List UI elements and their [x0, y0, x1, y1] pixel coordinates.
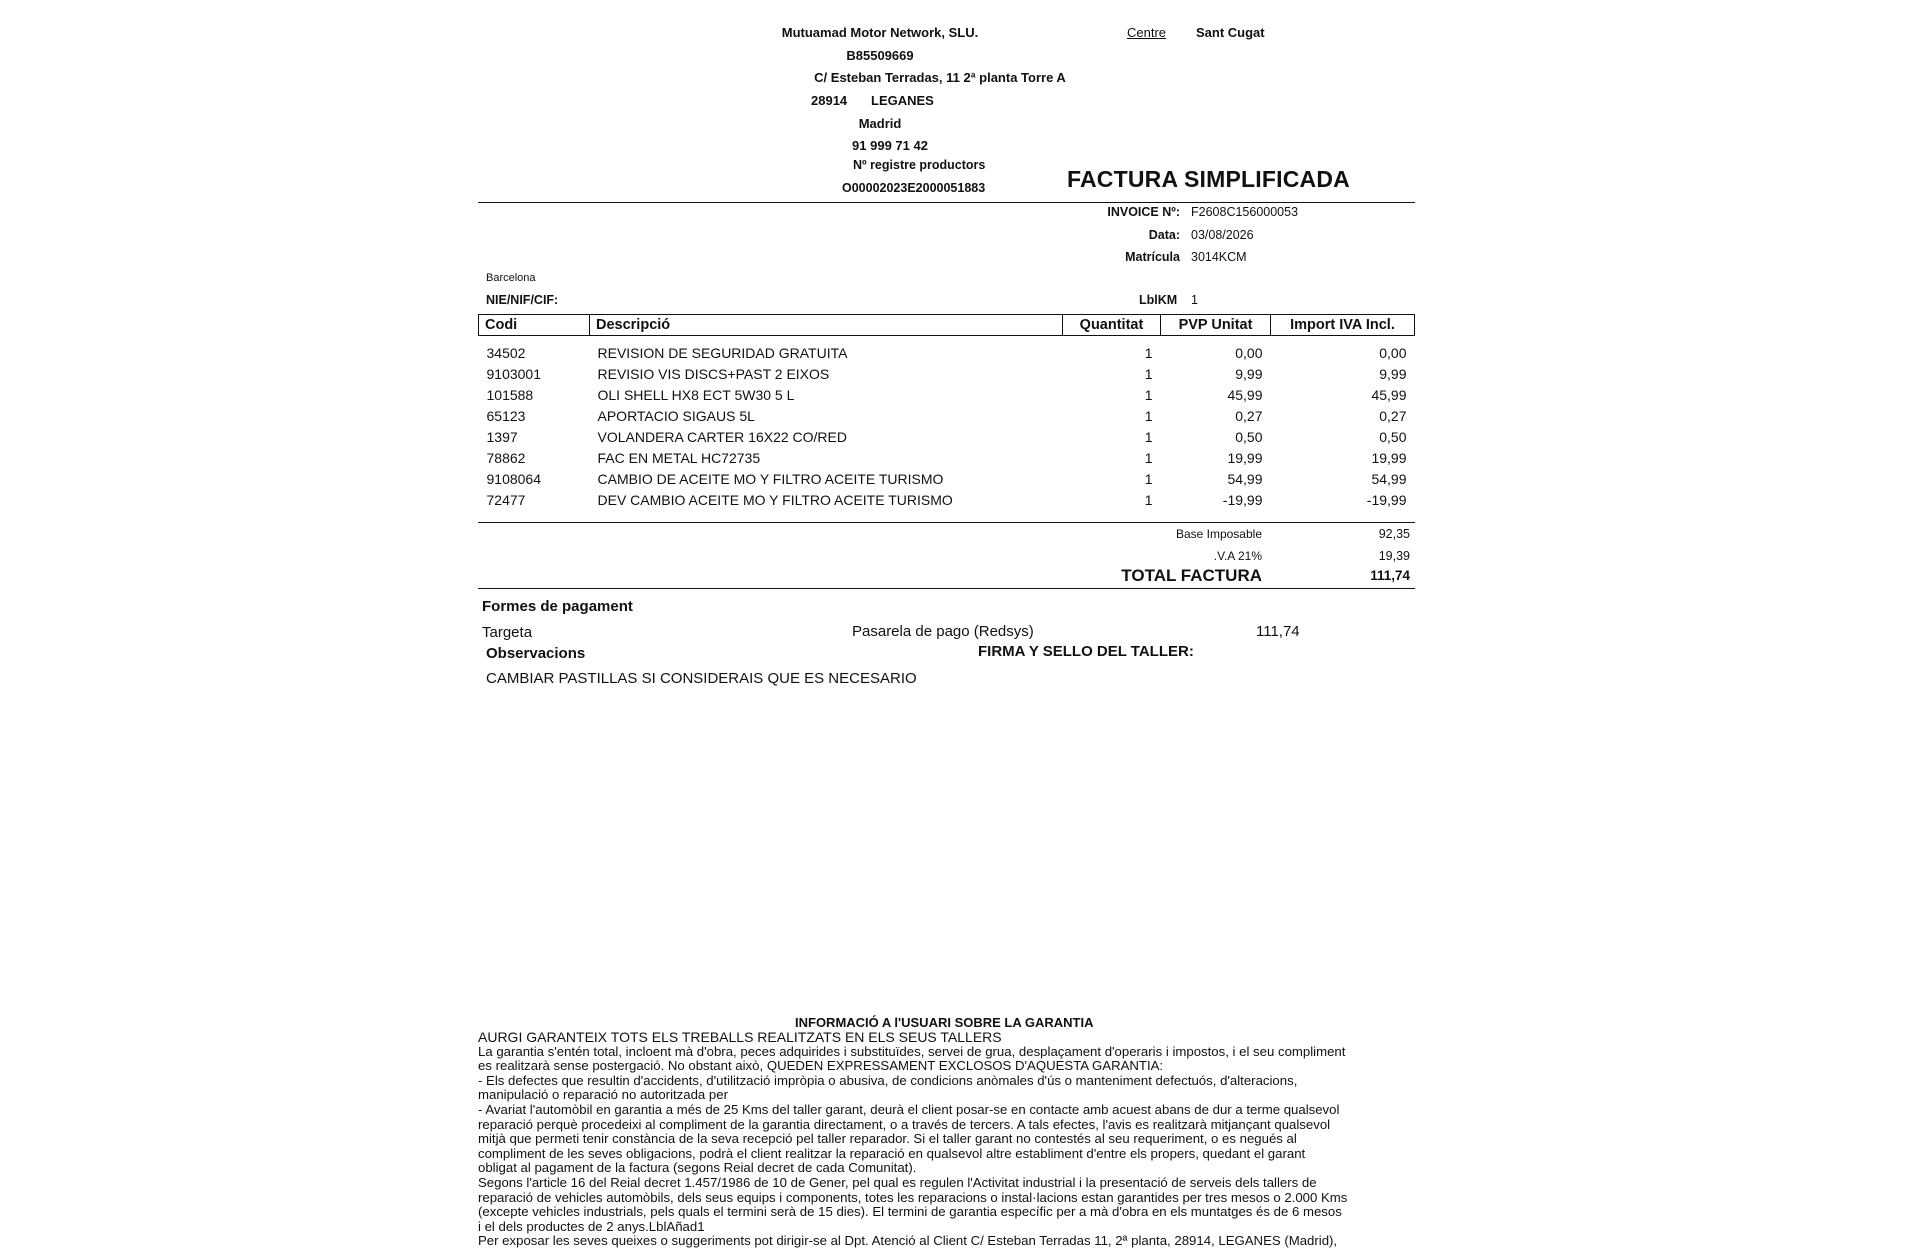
header-code: Codi	[479, 315, 590, 336]
warranty-line: mitjà que permeti tenir constància de la seva recepció pel taller reparador. Si el taller garant no contestés al seu requeriment, o es negués al	[478, 1131, 1297, 1147]
item-code: 101588	[486, 386, 534, 403]
company-name: Mutuamad Motor Network, SLU.	[781, 25, 979, 40]
item-quantity: 1	[1144, 449, 1153, 466]
item-description: APORTACIO SIGAUS 5L	[597, 407, 755, 424]
item-quantity: 1	[1144, 491, 1153, 508]
items-header-row	[479, 315, 1415, 336]
observations-text: CAMBIAR PASTILLAS SI CONSIDERAIS QUE ES NECESARIO	[486, 670, 917, 687]
items-table	[478, 314, 1415, 510]
warranty-title: INFORMACIÓ A l'USUARI SOBRE LA GARANTIA	[795, 1015, 1094, 1030]
iva-value: 19,39	[1378, 549, 1410, 563]
company-postal-code: 28914	[811, 93, 848, 108]
table-row	[479, 447, 1415, 468]
item-import: -19,99	[1366, 491, 1407, 508]
item-description: REVISIO VIS DISCS+PAST 2 EIXOS	[597, 365, 830, 382]
table-row	[479, 426, 1415, 447]
item-unit-price: 45,99	[1227, 386, 1263, 403]
table-row	[479, 405, 1415, 426]
item-description: REVISION DE SEGURIDAD GRATUITA	[597, 344, 848, 361]
items-divider	[478, 522, 1415, 523]
km-value: 1	[1191, 293, 1198, 307]
item-unit-price: 0,50	[1235, 428, 1263, 445]
total-value: 111,74	[1370, 568, 1410, 583]
company-phone: 91 999 71 42	[852, 138, 928, 153]
item-quantity: 1	[1144, 428, 1153, 445]
registry-number: O00002023E2000051883	[842, 181, 986, 195]
item-import: 0,50	[1379, 428, 1407, 445]
table-row	[479, 363, 1415, 384]
warranty-line: La garantia s'entén total, incloent mà d'obra, peces adquirides i substituïdes, servei de grua, desplaçament d'operaris i impostos, i el seu compliment	[478, 1043, 1346, 1059]
base-label: Base Imposable	[1175, 527, 1262, 541]
invoice-number: F2608C156000053	[1191, 205, 1299, 219]
item-code: 72477	[486, 491, 526, 508]
warranty-text	[478, 1030, 1453, 1249]
centre-label: Centre	[1127, 25, 1167, 40]
iva-label: .V.A 21%	[1213, 549, 1262, 563]
table-row	[479, 342, 1415, 363]
company-cif: B85509669	[846, 48, 914, 63]
company-address: C/ Esteban Terradas, 11 2ª planta Torre A	[814, 70, 1066, 85]
item-code: 9108064	[486, 470, 542, 487]
warranty-line: - Avariat l'automòbil en garantia a més de 25 Kms del taller garant, deurà el client posar-se en contacte amb acuest abans de dur a terme qualsevol	[478, 1101, 1340, 1117]
warranty-line: obligat al pagament de la factura (segons Reial decret de cada Comunitat).	[478, 1160, 917, 1176]
warranty-line: (excepte vehicles industrials, pels quals el termini serà de 15 dies). El termini de garantia específic per a mà d'obra en els muntatges és de 6 mesos	[478, 1204, 1342, 1220]
item-quantity: 1	[1144, 365, 1153, 382]
signature-label: FIRMA Y SELLO DEL TALLER:	[978, 643, 1194, 660]
warranty-line: Segons l'article 16 del Reial decret 1.457/1986 de 10 de Gener, pel qual es regulen l'Activitat industrial i la presentació de serveis dels tallers de	[478, 1174, 1317, 1190]
warranty-line: es realitzarà sense postergació. No obstant això, QUEDEN EXPRESSAMENT EXCLOSOS D'AQUESTA GARANTIA:	[478, 1058, 1164, 1074]
invoice-plate: 3014KCM	[1191, 250, 1247, 264]
km-label: LblKM	[1139, 293, 1178, 307]
warranty-line: manipulació o reparació no autoritzada per	[478, 1087, 728, 1103]
payment-title: Formes de pagament	[482, 598, 633, 615]
header-desc: Descripció	[590, 315, 1063, 336]
item-import: 45,99	[1371, 386, 1407, 403]
header-divider	[478, 202, 1415, 203]
doc-title: FACTURA SIMPLIFICADA	[1067, 166, 1350, 192]
item-description: OLI SHELL HX8 ECT 5W30 5 L	[597, 386, 795, 403]
customer-city: Barcelona	[486, 272, 536, 284]
company-province: Madrid	[858, 116, 902, 131]
item-unit-price: 0,27	[1235, 407, 1263, 424]
total-label: TOTAL FACTURA	[1121, 566, 1262, 585]
invoice-date: 03/08/2026	[1191, 228, 1254, 242]
table-row	[479, 384, 1415, 405]
base-value: 92,35	[1378, 527, 1410, 541]
item-description: FAC EN METAL HC72735	[597, 449, 761, 466]
warranty-line: i el dels productes de 2 anys.LblAñad1	[478, 1218, 705, 1234]
header-pvp: PVP Unitat	[1161, 315, 1271, 336]
header-import: Import IVA Incl.	[1271, 315, 1415, 336]
payment-method: Targeta	[482, 624, 533, 641]
table-row	[479, 468, 1415, 489]
warranty-line: Per exposar les seves queixes o suggeriments pot dirigir-se al Dpt. Atenció al Client C/ Esteban Terradas 11, 2ª planta, 28914, LEGANES (Madrid),	[478, 1233, 1338, 1249]
invoice-plate-label: Matrícula	[1125, 250, 1180, 264]
item-quantity: 1	[1144, 344, 1153, 361]
header-qty: Quantitat	[1063, 315, 1161, 336]
invoice-number-label: INVOICE Nº:	[1107, 205, 1180, 219]
item-code: 9103001	[486, 365, 542, 382]
item-unit-price: 0,00	[1235, 344, 1263, 361]
warranty-subtitle: AURGI GARANTEIX TOTS ELS TREBALLS REALITZATS EN ELS SEUS TALLERS	[478, 1029, 1002, 1045]
payment-gateway: Pasarela de pago (Redsys)	[852, 623, 1034, 640]
item-code: 65123	[486, 407, 526, 424]
item-quantity: 1	[1144, 386, 1153, 403]
warranty-line: compliment de les seves obligacions, podrà el client realitzar la reparació en qualsevol altre establiment d'entre els propers, quedant el garant	[478, 1145, 1306, 1161]
invoice-date-label: Data:	[1148, 228, 1180, 242]
item-description: DEV CAMBIO ACEITE MO Y FILTRO ACEITE TURISMO	[597, 491, 953, 508]
item-import: 0,00	[1379, 344, 1407, 361]
item-import: 0,27	[1379, 407, 1407, 424]
warranty-line: reparació perquè procedeixi al compliment de la garantia directament, o a través de tercers. A tals efectes, l'avis es realitzarà mitjançant qualsevol	[478, 1116, 1331, 1132]
item-unit-price: 9,99	[1235, 365, 1263, 382]
item-import: 54,99	[1371, 470, 1407, 487]
company-city: LEGANES	[871, 93, 934, 108]
item-quantity: 1	[1144, 407, 1153, 424]
item-quantity: 1	[1144, 470, 1153, 487]
item-description: CAMBIO DE ACEITE MO Y FILTRO ACEITE TURISMO	[597, 470, 944, 487]
item-description: VOLANDERA CARTER 16X22 CO/RED	[597, 428, 847, 445]
item-unit-price: -19,99	[1222, 491, 1263, 508]
item-unit-price: 54,99	[1227, 470, 1263, 487]
observations-title: Observacions	[486, 645, 586, 662]
warranty-line: - Els defectes que resultin d'accidents, d'utilització impròpia o abusiva, de condicions anòmales d'ús o manteniment defectuós, d'alteracions,	[478, 1072, 1298, 1088]
centre-value: Sant Cugat	[1196, 25, 1265, 40]
customer-nif-label: NIE/NIF/CIF:	[486, 293, 559, 307]
payment-amount: 111,74	[1256, 623, 1300, 640]
registry-label: Nº registre productors	[853, 158, 986, 172]
table-row	[479, 489, 1415, 510]
item-import: 19,99	[1371, 449, 1407, 466]
item-code: 1397	[486, 428, 518, 445]
item-code: 34502	[486, 344, 526, 361]
warranty-line: reparació de vehicles automòbils, dels seus equips i components, totes les reparacions o instal·lacions estan garantides per tres mesos o 2.000 Kms	[478, 1189, 1348, 1205]
item-code: 78862	[486, 449, 526, 466]
item-unit-price: 19,99	[1227, 449, 1263, 466]
item-import: 9,99	[1379, 365, 1407, 382]
totals-divider	[478, 588, 1415, 589]
